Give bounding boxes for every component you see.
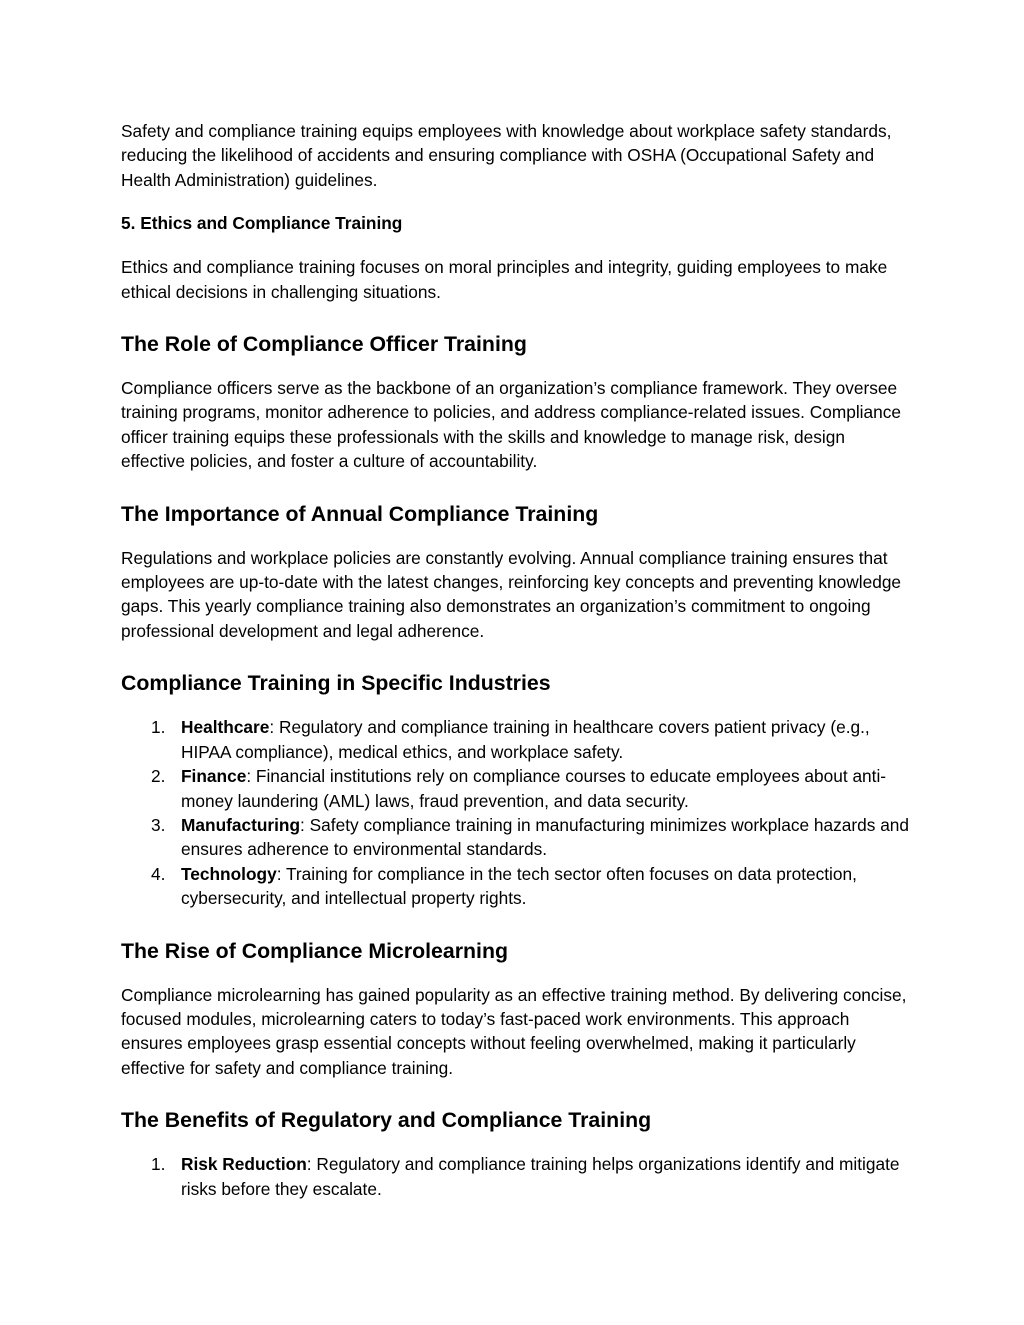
intro-paragraph: Safety and compliance training equips employees with knowledge about workplace safety standards, reducing the likelihood of accidents and ensuring compliance with OSHA (Occupational Safety and Health Administration) guidelines. — [121, 121, 892, 190]
industries-heading: Compliance Training in Specific Industries — [121, 671, 551, 696]
list-item — [121, 715, 911, 764]
list-number: 4. — [151, 863, 166, 884]
list-text: : Financial institutions rely on compliance courses to educate employees about anti-money laundering (AML) laws, fraud prevention, and data security. — [181, 766, 887, 811]
ethics-paragraph: Ethics and compliance training focuses on moral principles and integrity, guiding employees to make ethical decisions in challenging situations. — [121, 257, 888, 302]
microlearning-paragraph: Compliance microlearning has gained popularity as an effective training method. By delivering concise, focused modules, microlearning caters to today’s fast-paced work environments. This approach ensures employees grasp essential concepts without feeling overwhelmed, making it particularly effective for safety and compliance training. — [121, 984, 907, 1078]
list-term: Finance — [181, 766, 247, 787]
list-term: Healthcare — [181, 717, 270, 738]
officer-heading: The Role of Compliance Officer Training — [121, 332, 527, 357]
list-text: : Regulatory and compliance training in healthcare covers patient privacy (e.g., HIPAA compliance), medical ethics, and workplace safety. — [181, 717, 870, 762]
list-text: : Training for compliance in the tech sector often focuses on data protection, cybersecurity, and intellectual property rights. — [181, 863, 857, 909]
benefits-list — [121, 1152, 911, 1201]
list-term: Technology — [181, 863, 277, 884]
annual-paragraph: Regulations and workplace policies are constantly evolving. Annual compliance training ensures that employees are up-to-date with the latest changes, reinforcing key concepts and preventing knowledge gaps. This yearly compliance training also demonstrates an organization’s commitment to ongoing professional development and legal adherence. — [121, 547, 902, 641]
list-number: 3. — [151, 814, 166, 835]
annual-heading: The Importance of Annual Compliance Training — [121, 501, 599, 526]
list-number: 1. — [151, 717, 166, 738]
microlearning-heading: The Rise of Compliance Microlearning — [121, 938, 508, 963]
industries-list — [121, 715, 911, 910]
list-text: : Regulatory and compliance training helps organizations identify and mitigate risks before they escalate. — [181, 1154, 900, 1199]
list-text: : Safety compliance training in manufacturing minimizes workplace hazards and ensures adherence to environmental standards. — [181, 814, 910, 860]
list-item — [121, 862, 911, 911]
ethics-heading: 5. Ethics and Compliance Training — [121, 213, 403, 234]
benefits-heading: The Benefits of Regulatory and Compliance Training — [121, 1108, 652, 1133]
list-number: 1. — [151, 1154, 166, 1175]
officer-paragraph: Compliance officers serve as the backbone of an organization’s compliance framework. They oversee training programs, monitor adherence to policies, and address compliance-related issues. Compliance officer training equips these professionals with the skills and knowledge to manage risk, design effective policies, and foster a culture of accountability. — [121, 378, 901, 472]
list-term: Manufacturing — [181, 814, 301, 835]
list-number: 2. — [151, 766, 166, 787]
list-term: Risk Reduction — [181, 1154, 307, 1175]
list-item — [121, 813, 911, 862]
list-item — [121, 1152, 911, 1201]
list-item — [121, 764, 911, 813]
document-page — [121, 119, 911, 1201]
